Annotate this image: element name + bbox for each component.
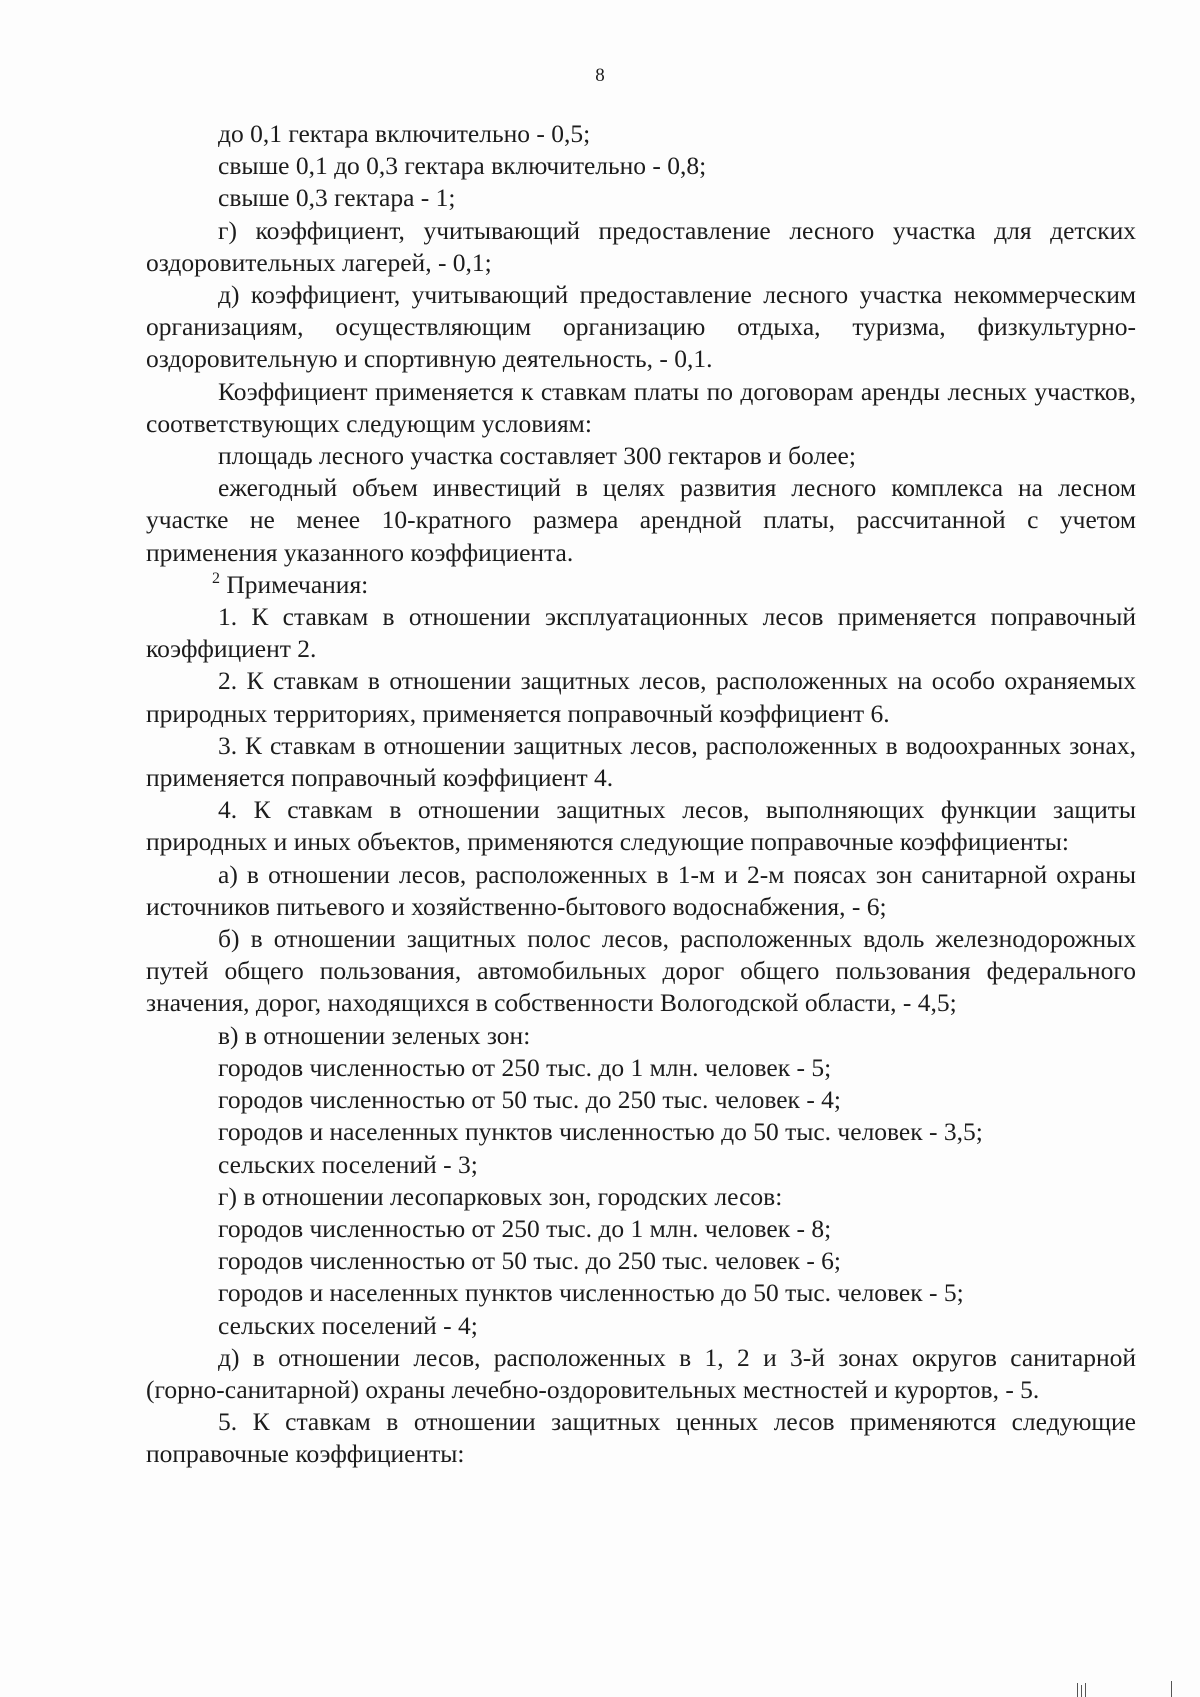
paragraph: до 0,1 гектара включительно - 0,5; [218, 119, 591, 148]
paragraph: свыше 0,1 до 0,3 гектара включительно - 0,8; [218, 151, 707, 181]
note-paragraph: городов численностью от 250 тыс. до 1 млн. человек - 8; [218, 1213, 832, 1243]
notes-heading-text: Примечания: [226, 569, 369, 599]
note-paragraph: а) в отношении лесов, расположенных в 1-м и 2-м поясах зон санитарной охраны источников питьевого и хозяйственно-бытового водоснабжения, - 6; [146, 859, 1136, 921]
note-paragraph: д) в отношении лесов, расположенных в 1, 2 и 3-й зонах округов санитарной (горно-санитарной) охраны лечебно-оздоровительных местностей и курортов, - 5. [146, 1342, 1136, 1404]
note-paragraph: городов численностью от 50 тыс. до 250 тыс. человек - 6; [218, 1246, 842, 1276]
scan-artifact [1085, 1683, 1086, 1697]
note-paragraph: 2. К ставкам в отношении защитных лесов, расположенных на особо охраняемых природных территориях, применяется поправочный коэффициент 6. [146, 666, 1136, 728]
note-paragraph: городов численностью от 50 тыс. до 250 тыс. человек - 4; [218, 1085, 842, 1115]
scan-artifact [1077, 1683, 1078, 1697]
note-paragraph: в) в отношении зеленых зон: [218, 1020, 531, 1050]
note-paragraph: 3. К ставкам в отношении защитных лесов, расположенных в водоохранных зонах, применяется поправочный коэффициент 4. [146, 730, 1136, 793]
note-paragraph: 4. К ставкам в отношении защитных лесов, выполняющих функции защиты природных и иных объектов, применяются следующие поправочные коэффициенты: [146, 795, 1136, 857]
note-paragraph: г) в отношении лесопарковых зон, городских лесов: [218, 1181, 783, 1211]
paragraph: свыше 0,3 гектара - 1; [218, 183, 456, 213]
note-paragraph: сельских поселений - 4; [218, 1310, 478, 1340]
document-body [146, 118, 1136, 1471]
scan-artifact [1081, 1685, 1082, 1697]
paragraph: Коэффициент применяется к ставкам платы по договорам аренды лесных участков, соответствующих следующим условиям: [146, 376, 1136, 438]
note-paragraph: городов и населенных пунктов численностью до 50 тыс. человек - 3,5; [218, 1117, 983, 1147]
paragraph: д) коэффициент, учитывающий предоставление лесного участка некоммерческим организациям, осуществляющим организацию отдыха, туризма, физкультурно-оздоровительную и спортивную деятельность, - 0,1. [146, 280, 1136, 374]
paragraph: площадь лесного участка составляет 300 гектаров и более; [218, 441, 856, 471]
notes-heading [146, 569, 1136, 601]
note-paragraph: сельских поселений - 3; [218, 1149, 478, 1179]
note-paragraph: городов и населенных пунктов численностью до 50 тыс. человек - 5; [218, 1278, 964, 1308]
page-number: 8 [595, 65, 605, 86]
note-paragraph: городов численностью от 250 тыс. до 1 млн. человек - 5; [218, 1052, 832, 1082]
paragraph: г) коэффициент, учитывающий предоставление лесного участка для детских оздоровительных лагерей, - 0,1; [146, 215, 1136, 277]
footnote-marker: 2 [212, 569, 220, 587]
note-paragraph: 5. К ставкам в отношении защитных ценных лесов применяются следующие поправочные коэффициенты: [146, 1407, 1136, 1469]
paragraph: ежегодный объем инвестиций в целях развития лесного комплекса на лесном участке не менее 10-кратного размера арендной платы, рассчитанной с учетом применения указанного коэффициента. [146, 473, 1136, 567]
note-paragraph: 1. К ставкам в отношении эксплуатационных лесов применяется поправочный коэффициент 2. [146, 602, 1136, 664]
scan-artifact [1171, 1681, 1172, 1697]
note-paragraph: б) в отношении защитных полос лесов, расположенных вдоль железнодорожных путей общего пользования, автомобильных дорог общего пользования федерального значения, дорог, находящихся в собственности Вологодской области, - 4,5; [146, 924, 1136, 1018]
